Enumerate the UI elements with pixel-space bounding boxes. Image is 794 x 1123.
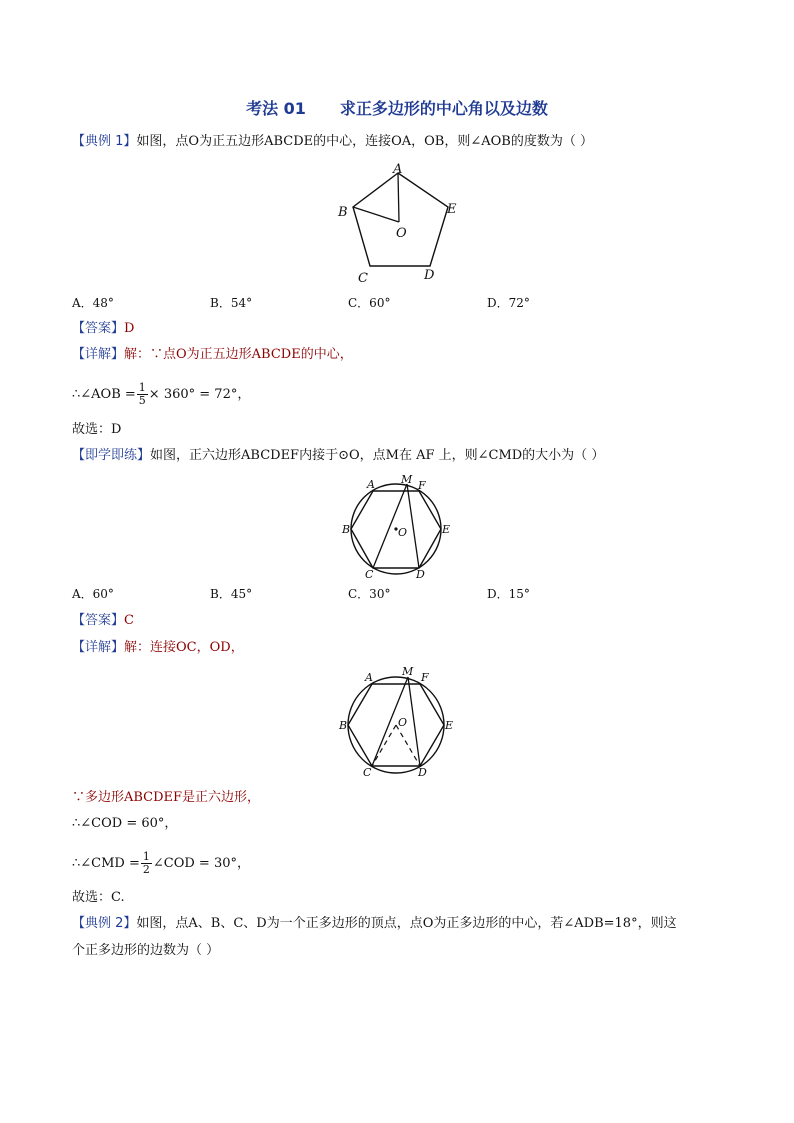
- example2-question: [72, 915, 677, 933]
- practice-answer: [72, 612, 134, 630]
- label-f: F: [421, 671, 429, 684]
- label-b: B: [339, 719, 348, 732]
- example2-question-text: 如图，点A、B、C、D为一个正多边形的顶点，点O为正多边形的中心，若∠ADB=18°，则这: [136, 916, 677, 931]
- title-part2: 求正多边形的中心角以及边数: [339, 99, 548, 118]
- label-e: E: [447, 202, 457, 217]
- ex1-answer-value: D: [124, 321, 135, 336]
- label-m: M: [402, 665, 414, 678]
- practice-option-c: C．30°: [348, 587, 391, 601]
- practice-formula: [72, 851, 250, 876]
- ex1-option-b: B．54°: [210, 296, 253, 310]
- ex1-fraction: [137, 382, 148, 407]
- label-a: A: [367, 478, 375, 491]
- practice-fraction: [141, 851, 152, 876]
- practice-answer-tag: 【答案】: [72, 613, 125, 628]
- label-b: B: [342, 523, 351, 536]
- label-o: O: [398, 526, 408, 539]
- ex1-conclusion: 故选：D: [72, 422, 122, 437]
- practice-option-b: B．45°: [210, 587, 253, 601]
- label-c: C: [363, 766, 372, 779]
- segment-oc-dashed: [372, 725, 396, 766]
- ex1-formula: [72, 382, 250, 407]
- hexagon-circle-figure: [340, 472, 454, 582]
- ex1-detail-text: 解：∵点O为正五边形ABCDE的中心，: [124, 347, 353, 362]
- segment-od-dashed: [396, 725, 420, 766]
- segment-ob: [353, 207, 399, 222]
- example2-question-line2: 个正多边形的边数为（ ）: [72, 943, 220, 958]
- practice-conclusion: 故选：C.: [72, 890, 125, 905]
- label-d: D: [424, 268, 435, 283]
- label-c: C: [358, 271, 368, 286]
- example2-tag: 【典例 2】: [72, 916, 137, 931]
- solution-figure: [332, 664, 460, 782]
- ex1-formula-left: ∴∠AOB =: [72, 387, 136, 402]
- practice-formula-right: ∠COD = 30°，: [152, 856, 250, 871]
- practice-frac-num: 1: [142, 850, 150, 863]
- label-d: D: [416, 568, 425, 581]
- example1-tag: 【典例 1】: [72, 134, 137, 149]
- label-c: C: [365, 568, 374, 581]
- label-b: B: [338, 205, 348, 220]
- ex1-answer-tag: 【答案】: [72, 321, 125, 336]
- label-d: D: [418, 766, 427, 779]
- practice-line2: ∴∠COD = 60°，: [72, 816, 178, 831]
- title-part1: 考法 01: [246, 99, 306, 118]
- label-e: E: [445, 719, 454, 732]
- practice-tag: 【即学即练】: [72, 448, 151, 463]
- ex1-option-d: D．72°: [487, 296, 530, 310]
- pentagon-outline: [353, 173, 448, 266]
- segment-md: [407, 484, 419, 568]
- practice-detail: [72, 639, 244, 657]
- practice-question: [72, 447, 604, 465]
- practice-question-text: 如图，正六边形ABCDEF内接于⊙O，点M在 AF 上，则∠CMD的大小为（ ）: [150, 448, 605, 463]
- practice-detail-tag: 【详解】: [72, 640, 125, 655]
- example1-question: [72, 133, 593, 151]
- label-a: A: [393, 162, 403, 177]
- practice-detail-text: 解：连接OC，OD，: [124, 640, 244, 655]
- label-o: O: [396, 226, 407, 241]
- segment-md: [408, 677, 420, 766]
- label-e: E: [442, 523, 451, 536]
- practice-formula-left: ∴∠CMD =: [72, 856, 140, 871]
- ex1-option-a: A．48°: [72, 296, 114, 310]
- ex1-answer: [72, 320, 134, 338]
- ex1-formula-right: × 360° = 72°，: [148, 387, 251, 402]
- label-f: F: [418, 479, 426, 492]
- practice-option-d: D．15°: [487, 587, 530, 601]
- ex1-option-c: C．60°: [348, 296, 391, 310]
- practice-line1: ∵多边形ABCDEF是正六边形，: [72, 790, 261, 805]
- page-title: [0, 96, 794, 119]
- example1-question-text: 如图，点O为正五边形ABCDE的中心，连接OA，OB，则∠AOB的度数为（ ）: [136, 134, 593, 149]
- practice-option-a: A．60°: [72, 587, 114, 601]
- ex1-frac-den: 5: [138, 394, 146, 407]
- label-a: A: [365, 671, 373, 684]
- practice-frac-den: 2: [142, 863, 150, 876]
- label-m: M: [401, 473, 413, 486]
- segment-oa: [398, 173, 399, 222]
- ex1-detail-tag: 【详解】: [72, 347, 125, 362]
- ex1-frac-num: 1: [138, 381, 146, 394]
- pentagon-figure: [330, 158, 470, 286]
- label-o: O: [398, 716, 408, 729]
- ex1-detail: [72, 346, 353, 364]
- practice-answer-value: C: [124, 613, 134, 628]
